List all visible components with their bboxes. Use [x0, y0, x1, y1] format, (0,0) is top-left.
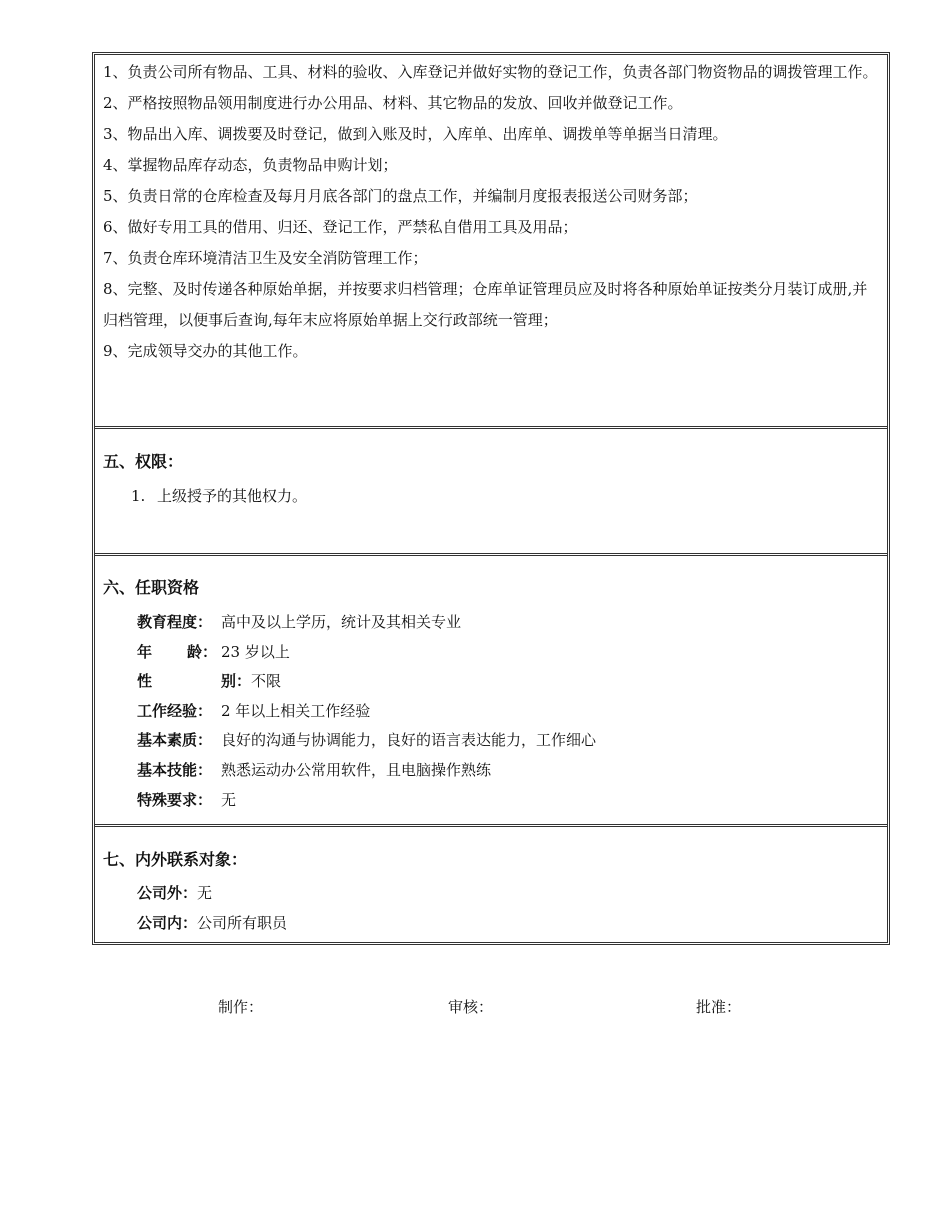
- authority-item-text: 上级授予的其他权力。: [157, 487, 308, 505]
- qual-value: 23 岁以上: [221, 642, 290, 661]
- qual-label-part: 别：: [221, 672, 252, 691]
- contacts-title: 七、内外联系对象：: [103, 850, 248, 869]
- qual-experience: [103, 697, 879, 727]
- qual-age: [103, 638, 879, 668]
- qual-special: [103, 786, 879, 816]
- qual-label: 工作经验：: [137, 701, 213, 720]
- contacts-section: [95, 827, 887, 942]
- duty-item: 3、物品出入库、调拨要及时登记，做到入账及时，入库单、出库单、调拨单等单据当日清理。: [103, 125, 728, 143]
- qual-skills: [103, 756, 879, 786]
- qual-label: 特殊要求：: [137, 790, 213, 809]
- qual-value: 熟悉运动办公常用软件，且电脑操作熟练: [221, 760, 492, 779]
- duty-item: 4、掌握物品库存动态，负责物品申购计划；: [103, 156, 398, 174]
- qual-label: 教育程度：: [137, 613, 213, 631]
- qual-value: 高中及以上学历，统计及其相关专业: [221, 613, 462, 631]
- duties-section: [95, 55, 887, 429]
- duty-item: 6、做好专用工具的借用、归还、登记工作，严禁私自借用工具及用品；: [103, 218, 578, 236]
- qual-label-part: 性: [137, 672, 153, 691]
- signoff-approve: 批准：: [696, 998, 742, 1016]
- qual-value: 不限: [251, 672, 282, 691]
- authority-item: [103, 483, 879, 509]
- duty-item: 9、完成领导交办的其他工作。: [103, 342, 308, 360]
- qual-value: 良好的沟通与协调能力，良好的语言表达能力，工作细心: [221, 731, 597, 750]
- duty-item: 5、负责日常的仓库检查及每月月底各部门的盘点工作，并编制月度报表报送公司财务部；: [103, 187, 698, 205]
- authority-title: 五、权限：: [103, 452, 184, 471]
- contact-value: 无: [197, 884, 213, 902]
- job-description-table: [92, 52, 890, 945]
- contact-internal: [103, 908, 879, 938]
- authority-item-number: 1.: [131, 487, 146, 505]
- duty-item: 1、负责公司所有物品、工具、材料的验收、入库登记并做好实物的登记工作，负责各部门物资物品的调拨管理工作。: [103, 63, 878, 81]
- contact-external: [103, 878, 879, 908]
- contact-label: 公司外：: [137, 884, 198, 902]
- qual-value: 2 年以上相关工作经验: [221, 701, 371, 720]
- qual-label-part: 龄：: [187, 642, 218, 661]
- duty-item: 7、负责仓库环境清洁卫生及安全消防管理工作；: [103, 249, 428, 267]
- contact-value: 公司所有职员: [197, 914, 288, 932]
- contact-label: 公司内：: [137, 914, 198, 932]
- duty-item: 2、严格按照物品领用制度进行办公用品、材料、其它物品的发放、回收并做登记工作。: [103, 94, 683, 112]
- signoff-make: 制作：: [218, 998, 264, 1016]
- qualifications-title: 六、任职资格: [103, 578, 200, 597]
- qual-education: [103, 608, 879, 638]
- signoff-review: 审核：: [448, 998, 494, 1016]
- duty-item: 8、完整、及时传递各种原始单据，并按要求归档管理；仓库单证管理员应及时将各种原始单证按类分月装订成册,并归档管理，以便事后查询,每年末应将原始单据上交行政部统一管理；: [103, 280, 868, 329]
- qual-label: 基本素质：: [137, 731, 213, 750]
- qual-label: 基本技能：: [137, 760, 213, 779]
- qual-label: [137, 638, 221, 668]
- signoff-row: [0, 995, 950, 1019]
- authority-section: [95, 429, 887, 556]
- qual-label: [137, 667, 221, 697]
- qual-label-part: 年: [137, 642, 153, 661]
- qual-gender: [103, 667, 879, 697]
- qual-quality: [103, 726, 879, 756]
- qual-value: 无: [221, 790, 237, 809]
- qualifications-section: [95, 556, 887, 827]
